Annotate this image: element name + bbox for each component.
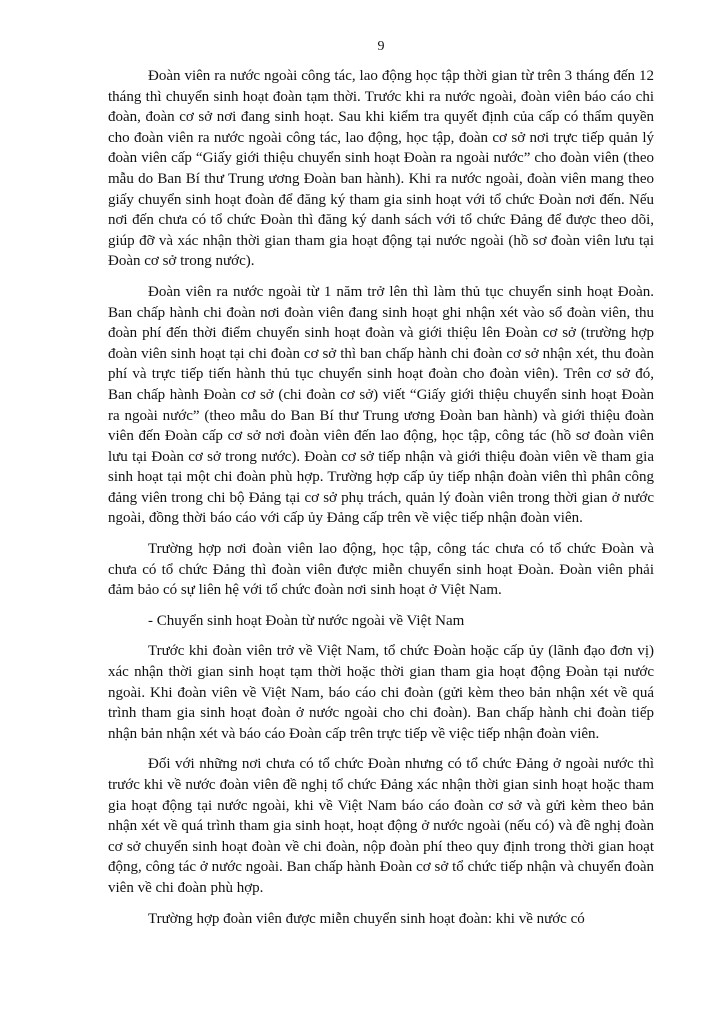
section-subheading: - Chuyển sinh hoạt Đoàn từ nước ngoài về Việt Nam	[148, 612, 465, 629]
paragraph-temporary-transfer: Đoàn viên ra nước ngoài công tác, lao động học tập thời gian từ trên 3 tháng đến 12 tháng thì chuyển sinh hoạt đoàn tạm thời. Trước khi ra nước ngoài, đoàn viên báo cáo chi đoàn, đoàn cơ sở nơi đang sinh hoạt. Sau khi kiểm tra quyết định của cấp có thẩm quyền cho đoàn viên ra nước ngoài công tác, lao động, học tập, đoàn cơ sở nơi trực tiếp quản lý đoàn viên cấp “Giấy giới thiệu chuyển sinh hoạt Đoàn ra ngoài nước” cho đoàn viên (theo mẫu do Ban Bí thư Trung ương Đoàn ban hành). Khi ra nước ngoài, đoàn viên mang theo giấy chuyển sinh hoạt đoàn để đăng ký tham gia sinh hoạt với tổ chức Đoàn nơi đến. Nếu nơi đến chưa có tổ chức Đoàn thì đăng ký danh sách với tổ chức Đảng để được theo dõi, giúp đỡ và xác nhận thời gian tham gia hoạt động tại nước ngoài (hồ sơ đoàn viên lưu tại Đoàn cơ sở trong nước).	[108, 68, 654, 270]
page-number: 9	[377, 39, 385, 54]
paragraph-exemption: Trường hợp nơi đoàn viên lao động, học tập, công tác chưa có tổ chức Đoàn và chưa có tổ chức Đảng thì đoàn viên được miễn chuyển sinh hoạt Đoàn. Đoàn viên phải đảm bảo có sự liên hệ với tổ chức đoàn nơi sinh hoạt ở Việt Nam.	[108, 541, 654, 599]
paragraph-return-procedure: Trước khi đoàn viên trở về Việt Nam, tổ chức Đoàn hoặc cấp ủy (lãnh đạo đơn vị) xác nhận thời gian sinh hoạt tạm thời hoặc thời gian tham gia hoạt động Đoàn tại nước ngoài. Khi đoàn viên về Việt Nam, báo cáo chi đoàn (gửi kèm theo bản nhận xét về quá trình tham gia sinh hoạt đoàn ở nước ngoài cho chi đoàn). Ban chấp hành chi đoàn tiếp nhận bản nhận xét và báo cáo Đoàn cấp trên trực tiếp về việc tiếp nhận đoàn viên.	[108, 643, 654, 742]
paragraph-party-organization: Đối với những nơi chưa có tổ chức Đoàn nhưng có tổ chức Đảng ở ngoài nước thì trước khi về nước đoàn viên đề nghị tổ chức Đảng xác nhận thời gian sinh hoạt hoặc tham gia hoạt động tại nước ngoài, khi về Việt Nam báo cáo đoàn cơ sở và gửi kèm theo bản nhận xét về quá trình tham gia sinh hoạt, hoạt động ở nước ngoài (nếu có) và đề nghị đoàn cơ sở chuyển sinh hoạt đoàn về chi đoàn, nộp đoàn phí theo quy định trong thời gian hoạt động, công tác ở nước ngoài. Ban chấp hành Đoàn cơ sở tổ chức tiếp nhận và chuyển đoàn viên về chi đoàn phù hợp.	[108, 756, 654, 896]
paragraph-long-term-transfer: Đoàn viên ra nước ngoài từ 1 năm trở lên thì làm thủ tục chuyển sinh hoạt Đoàn. Ban chấp hành chi đoàn nơi đoàn viên đang sinh hoạt ghi nhận xét vào sổ đoàn viên, thu đoàn phí đến thời điểm chuyển sinh hoạt đoàn và giới thiệu lên Đoàn cơ sở (trường hợp đoàn viên sinh hoạt tại chi đoàn cơ sở thì ban chấp hành chi đoàn cơ sở nhận xét, thu đoàn phí và trực tiếp tiến hành thủ tục chuyển sinh hoạt đoàn cho đoàn viên). Trên cơ sở đó, Ban chấp hành Đoàn cơ sở (chi đoàn cơ sở) viết “Giấy giới thiệu chuyển sinh hoạt Đoàn ra ngoài nước” (theo mẫu do Ban Bí thư Trung ương Đoàn ban hành) và giới thiệu đoàn viên đến Đoàn cấp cơ sở nơi đoàn viên đến lao động, học tập, công tác (hồ sơ đoàn viên lưu tại Đoàn cơ sở trong nước). Đoàn cơ sở tiếp nhận và giới thiệu đoàn viên về tham gia sinh hoạt tại một chi đoàn phù hợp. Trường hợp cấp ủy tiếp nhận đoàn viên thì phân công đảng viên trong chi bộ Đảng tại cơ sở phụ trách, quản lý đoàn viên trong thời gian ở nước ngoài, đồng thời báo cáo với cấp ủy Đảng cấp trên về việc tiếp nhận đoàn viên.	[108, 283, 654, 527]
paragraph-exempted-return: Trường hợp đoàn viên được miễn chuyển sinh hoạt đoàn: khi về nước có	[148, 910, 585, 927]
document-page	[108, 38, 654, 939]
